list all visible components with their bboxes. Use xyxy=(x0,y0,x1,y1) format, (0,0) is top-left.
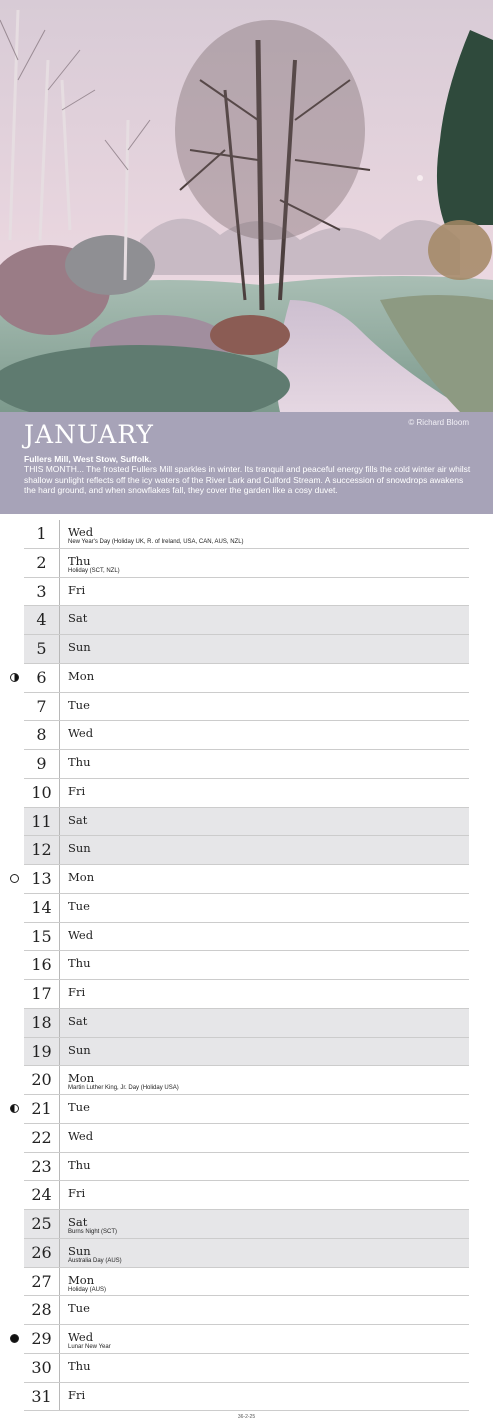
day-number: 24 xyxy=(24,1181,60,1209)
weekday-name: Mon xyxy=(68,668,95,683)
weekday-name: Mon xyxy=(68,870,95,884)
weekday-name: Tue xyxy=(68,1301,90,1316)
day-number: 18 xyxy=(24,1009,60,1037)
day-row xyxy=(24,520,469,549)
day-row xyxy=(24,1383,469,1412)
full-moon-icon xyxy=(10,874,19,883)
day-number: 21 xyxy=(24,1095,60,1123)
day-row xyxy=(24,1124,469,1153)
weekday-name: Sun xyxy=(68,1243,91,1258)
day-row xyxy=(24,1038,469,1067)
day-number: 22 xyxy=(24,1124,60,1152)
holiday-note: Australia Day (AUS) xyxy=(68,1257,122,1264)
page-code: 36-2-25 xyxy=(237,1414,256,1420)
day-row xyxy=(24,923,469,952)
weekday-name: Thu xyxy=(68,1358,91,1373)
day-number: 13 xyxy=(24,865,60,893)
day-row xyxy=(24,1009,469,1038)
day-number: 9 xyxy=(24,750,60,778)
weekday-name: Fri xyxy=(68,1387,86,1402)
day-number: 15 xyxy=(24,923,60,951)
day-number: 30 xyxy=(24,1354,60,1382)
day-row xyxy=(24,865,469,894)
day-row xyxy=(24,1095,469,1124)
weekday-name: Wed xyxy=(68,726,94,741)
day-number: 6 xyxy=(24,664,60,692)
holiday-note: Holiday (AUS) xyxy=(68,1286,107,1293)
day-row xyxy=(24,1239,469,1268)
day-row xyxy=(24,1181,469,1210)
day-row xyxy=(24,635,469,664)
weekday-name: Sun xyxy=(68,841,91,856)
day-list xyxy=(24,520,469,1411)
holiday-note: Holiday (SCT, NZL) xyxy=(68,567,120,574)
weekday-name: Mon xyxy=(68,1272,95,1287)
weekday-name: Wed xyxy=(68,927,94,942)
day-row xyxy=(24,1066,469,1095)
day-row xyxy=(24,779,469,808)
day-number: 16 xyxy=(24,951,60,979)
day-row xyxy=(24,693,469,722)
first-quarter-moon-icon xyxy=(10,673,19,682)
day-number: 31 xyxy=(24,1383,60,1411)
day-row xyxy=(24,721,469,750)
day-number: 17 xyxy=(24,980,60,1008)
day-row xyxy=(24,606,469,635)
day-row xyxy=(24,1268,469,1297)
weekday-name: Tue xyxy=(68,697,90,712)
weekday-name: Wed xyxy=(68,1330,94,1344)
day-number: 10 xyxy=(24,779,60,807)
day-number: 11 xyxy=(24,808,60,836)
weekday-name: Thu xyxy=(68,956,91,971)
day-row xyxy=(24,1354,469,1383)
weekday-name: Fri xyxy=(68,582,86,597)
weekday-name: Fri xyxy=(68,783,86,798)
weekday-name: Thu xyxy=(68,755,91,769)
photo-location: Fullers Mill, West Stow, Suffolk. xyxy=(24,454,152,464)
photo-credit: © Richard Bloom xyxy=(408,418,469,427)
weekday-name: Tue xyxy=(68,1100,90,1114)
new-moon-icon xyxy=(10,1334,19,1343)
weekday-name: Thu xyxy=(68,553,91,568)
day-number: 5 xyxy=(24,635,60,663)
day-number: 12 xyxy=(24,836,60,864)
day-number: 4 xyxy=(24,606,60,634)
day-number: 27 xyxy=(24,1268,60,1296)
holiday-note: Martin Luther King, Jr. Day (Holiday USA) xyxy=(68,1085,179,1092)
holiday-note: Burns Night (SCT) xyxy=(68,1229,118,1235)
weekday-name: Sun xyxy=(68,1042,91,1057)
caption-band xyxy=(0,412,493,514)
day-number: 20 xyxy=(24,1066,60,1094)
day-number: 19 xyxy=(24,1038,60,1066)
day-row xyxy=(24,951,469,980)
day-row xyxy=(24,1325,469,1354)
day-number: 3 xyxy=(24,578,60,606)
day-number: 25 xyxy=(24,1210,60,1238)
day-number: 8 xyxy=(24,721,60,749)
day-number: 7 xyxy=(24,693,60,721)
day-number: 2 xyxy=(24,549,60,577)
weekday-name: Wed xyxy=(68,1128,94,1143)
day-row xyxy=(24,578,469,607)
day-row xyxy=(24,664,469,693)
weekday-name: Wed xyxy=(68,525,94,539)
day-row xyxy=(24,1153,469,1182)
weekday-name: Sat xyxy=(68,1013,88,1028)
weekday-name: Thu xyxy=(68,1157,91,1172)
day-number: 29 xyxy=(24,1325,60,1353)
day-row xyxy=(24,894,469,923)
day-number: 14 xyxy=(24,894,60,922)
day-row xyxy=(24,1210,469,1239)
weekday-name: Tue xyxy=(68,898,90,913)
holiday-note: New Year's Day (Holiday UK, R. of Ireland, USA, CAN, AUS, NZL) xyxy=(68,539,244,545)
month-description: THIS MONTH... The frosted Fullers Mill sparkles in winter. Its tranquil and peaceful energy fills the cold winter air whilst shallow sunlight reflects off the icy waters of the River Lark and Culford Stream. A succession of snowdrops awakens the hard ground, and when snowflakes fall, they cover the garden like a cosy duvet. xyxy=(24,464,471,495)
weekday-name: Mon xyxy=(68,1071,95,1086)
weekday-name: Sat xyxy=(68,812,88,827)
day-row xyxy=(24,808,469,837)
weekday-name: Sun xyxy=(68,640,91,654)
header-photo xyxy=(0,0,493,412)
day-row xyxy=(24,1296,469,1325)
last-quarter-moon-icon xyxy=(10,1104,19,1113)
weekday-name: Sat xyxy=(68,611,88,626)
weekday-name: Fri xyxy=(68,985,86,999)
day-number: 1 xyxy=(24,520,60,548)
month-title: JANUARY xyxy=(24,420,154,449)
day-row xyxy=(24,750,469,779)
day-number: 28 xyxy=(24,1296,60,1324)
day-row xyxy=(24,836,469,865)
weekday-name: Sat xyxy=(68,1215,88,1229)
day-row xyxy=(24,980,469,1009)
holiday-note: Lunar New Year xyxy=(68,1344,111,1350)
weekday-name: Fri xyxy=(68,1186,86,1201)
day-number: 26 xyxy=(24,1239,60,1267)
day-number: 23 xyxy=(24,1153,60,1181)
day-row xyxy=(24,549,469,578)
